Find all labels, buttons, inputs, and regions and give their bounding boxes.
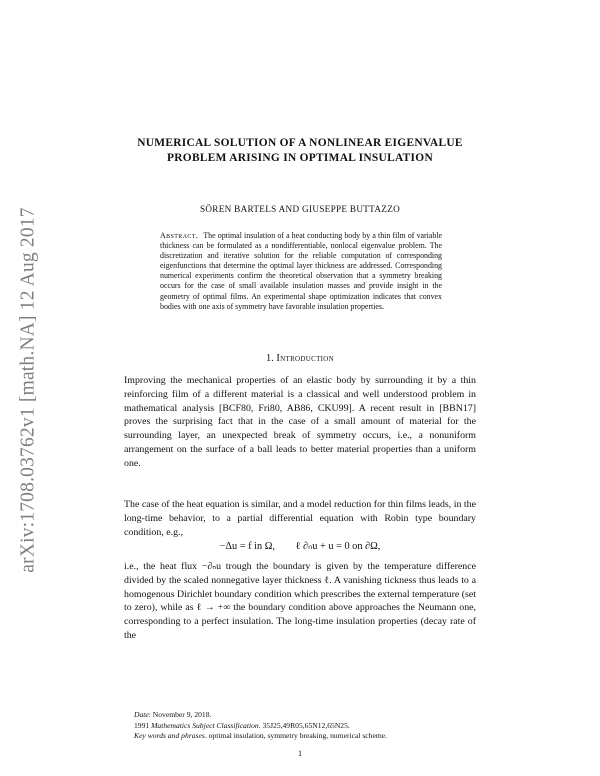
footnotes xyxy=(124,710,476,742)
footnote-keywords-label: Key words and phrases xyxy=(134,731,205,740)
section-number: 1. xyxy=(265,353,274,364)
paragraph-3: i.e., the heat flux −∂ₙu trough the boundary is given by the temperature difference divided by the scaled nonnegative layer thickness ℓ. A vanishing tickness thus leads to a homogenous Dirichlet boundary condition which prescribes the external temperature (set to zero), while as ℓ → +∞ the boundary condition above approaches the Neumann one, corresponding to a perfect insulation. The long-time insulation properties (decay rate of the xyxy=(124,561,476,641)
footnote-date-label: Date xyxy=(134,710,149,719)
abstract-text: The optimal insulation of a heat conducting body by a thin film of variable thickness can be formulated as a nondifferentiable, nonlocal eigenvalue problem. The discretization and iterative solution for the reliable computation of corresponding eigenfunctions that determine the optimal layer thickness are addressed. Corresponding numerical experiments confirm the theoretical observation that a symmetry breaking occurs for the case of small available insulation masses and provide insight in the geometry of optimal films. An experimental shape optimization indicates that convex bodies with one axis of symmetry have favorable insulation properties. xyxy=(160,231,442,311)
arxiv-identifier-stamp xyxy=(9,190,49,590)
footnote-date-value: : November 9, 2018. xyxy=(148,710,212,719)
footnote-keywords-value: . optimal insulation, symmetry breaking, numerical scheme. xyxy=(204,731,388,740)
paragraph-1: Improving the mechanical properties of an elastic body by surrounding it by a thin reinforcing film of a different material is a classical and well understood problem in mathematical analysis [BCF80, Fri80, AB86, CKU99]. A recent result in [BBN17] proves the surprising fact that in the case of a small amount of material for the surrounding layer, an unexpected break of symmetry occurs, i.e., a nonuniform arrangement on the surface of a ball leads to better material properties than a uniform one. xyxy=(124,375,476,469)
paragraph-2: The case of the heat equation is similar, and a model reduction for thin films leads, in the long-time behavior, to a partial differential equation with Robin type boundary condition, e.g., xyxy=(124,499,476,538)
section-heading xyxy=(150,353,450,364)
arxiv-identifier-text: arXiv:1708.03762v1 [math.NA] 12 Aug 2017 xyxy=(18,207,39,573)
paper-title: NUMERICAL SOLUTION OF A NONLINEAR EIGENVALUE PROBLEM ARISING IN OPTIMAL INSULATION xyxy=(137,137,463,164)
footnote-msc-value: . 35J25,49R05,65N12,65N25. xyxy=(258,720,350,730)
footnote-msc-label: Mathematics Subject Classification xyxy=(151,720,259,730)
paper-authors: SÖREN BARTELS AND GIUSEPPE BUTTAZZO xyxy=(199,204,401,214)
footnote-keywords xyxy=(124,731,476,742)
page-number: 1 xyxy=(298,749,302,758)
footnote-date xyxy=(124,710,476,721)
footnote-msc xyxy=(124,721,476,732)
abstract xyxy=(160,231,442,312)
abstract-heading: Abstract. xyxy=(160,231,199,240)
section-title: Introduction xyxy=(276,353,335,364)
footnote-msc-prefix: 1991 xyxy=(134,720,152,730)
display-equation: −Δu = f in Ω, ℓ ∂ₙu + u = 0 on ∂Ω, xyxy=(219,541,381,552)
